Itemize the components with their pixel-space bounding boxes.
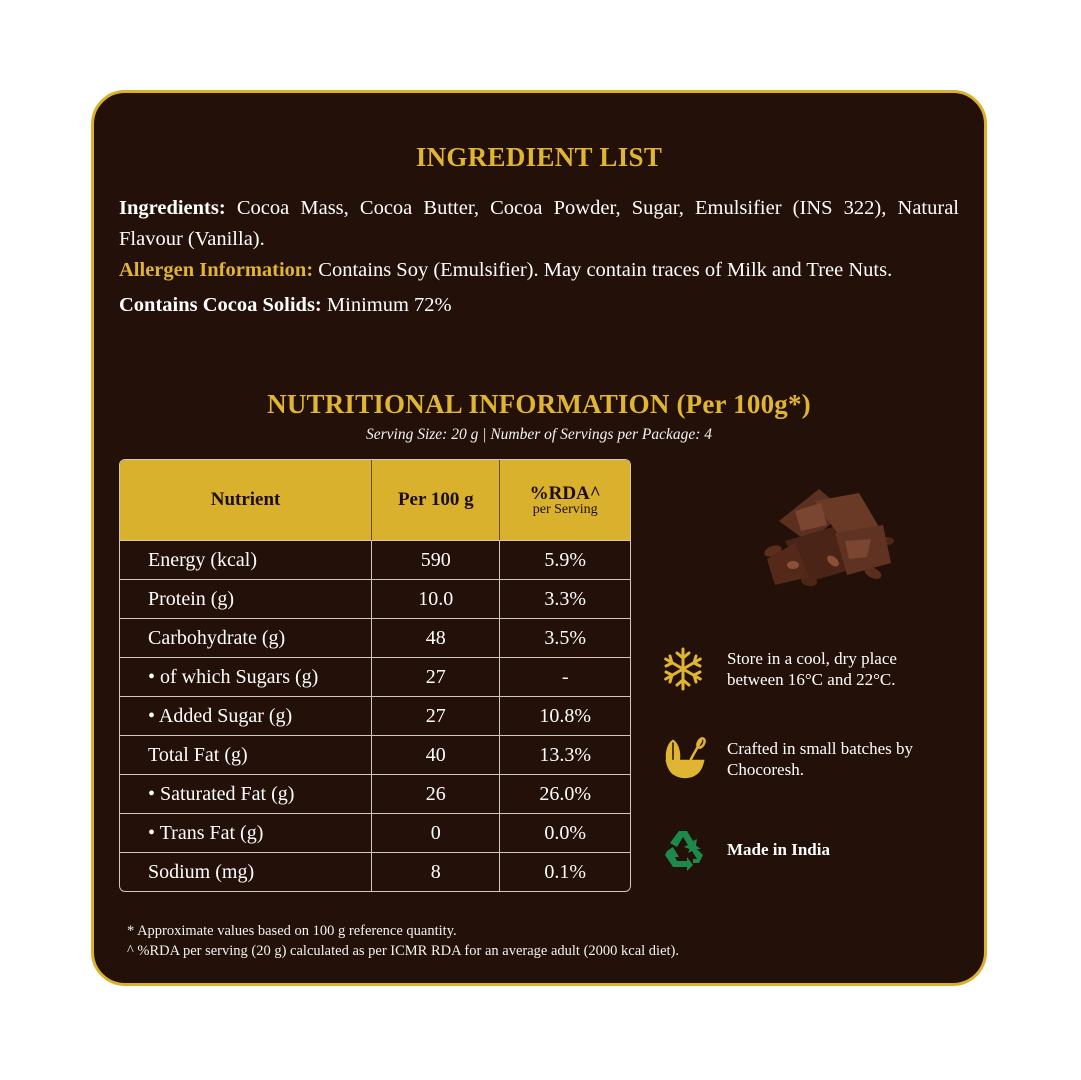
footnote-approx: * Approximate values based on 100 g reference quantity. xyxy=(127,923,457,939)
nutrient-cell: Protein (g) xyxy=(120,579,372,618)
ingredients-label: Ingredients: xyxy=(119,197,226,219)
serving-info: Serving Size: 20 g | Number of Servings per Package: 4 xyxy=(365,426,713,443)
per100-cell: 27 xyxy=(372,657,500,696)
snowflake-icon xyxy=(659,645,707,693)
rda-cell: 0.1% xyxy=(500,852,630,891)
cocoa-solids-paragraph xyxy=(119,290,959,321)
table-row xyxy=(120,540,630,579)
nutrition-table xyxy=(119,459,631,892)
nutrient-cell: • Trans Fat (g) xyxy=(120,813,372,852)
nutrient-cell: • Saturated Fat (g) xyxy=(120,774,372,813)
rda-cell: 13.3% xyxy=(500,735,630,774)
nutrient-cell: Sodium (mg) xyxy=(120,852,372,891)
cocoa-solids-text: Minimum 72% xyxy=(326,294,452,316)
rda-cell: 26.0% xyxy=(500,774,630,813)
ingredients-block xyxy=(119,193,959,321)
feature-storage xyxy=(659,645,942,693)
footnotes xyxy=(127,921,679,961)
rda-cell: 10.8% xyxy=(500,696,630,735)
rda-cell: 3.3% xyxy=(500,579,630,618)
header-nutrient: Nutrient xyxy=(120,460,372,540)
table-row xyxy=(120,579,630,618)
nutrient-cell: Energy (kcal) xyxy=(120,540,372,579)
storage-text: Store in a cool, dry place between 16°C and 22°C. xyxy=(727,649,897,689)
header-rda-label: %RDA^ xyxy=(529,483,601,504)
per100-cell: 8 xyxy=(372,852,500,891)
ingredient-list-title: INGREDIENT LIST xyxy=(415,142,663,172)
nutrient-cell: • Added Sugar (g) xyxy=(120,696,372,735)
table-header-row xyxy=(120,460,630,540)
cocoa-pod-whisk-icon xyxy=(659,735,707,783)
table-row xyxy=(120,852,630,891)
feature-origin xyxy=(659,825,830,873)
per100-cell: 590 xyxy=(372,540,500,579)
per100-cell: 26 xyxy=(372,774,500,813)
nutrient-cell: Total Fat (g) xyxy=(120,735,372,774)
nutrient-cell: Carbohydrate (g) xyxy=(120,618,372,657)
rda-cell: 5.9% xyxy=(500,540,630,579)
nutrition-card xyxy=(91,90,987,986)
cocoa-solids-label: Contains Cocoa Solids: xyxy=(119,294,322,316)
header-per-100g: Per 100 g xyxy=(372,460,500,540)
per100-cell: 48 xyxy=(372,618,500,657)
table-row xyxy=(120,696,630,735)
per100-cell: 40 xyxy=(372,735,500,774)
table-row xyxy=(120,735,630,774)
origin-text: Made in India xyxy=(727,839,830,859)
rda-cell: - xyxy=(500,657,630,696)
allergen-text: Contains Soy (Emulsifier). May contain traces of Milk and Tree Nuts. xyxy=(318,259,893,281)
table-row xyxy=(120,657,630,696)
allergen-paragraph xyxy=(119,255,959,286)
allergen-label: Allergen Information: xyxy=(119,259,314,281)
recycle-icon xyxy=(659,825,707,873)
footnote-rda: ^ %RDA per serving (20 g) calculated as per ICMR RDA for an average adult (2000 kcal diet). xyxy=(127,943,679,959)
header-rda xyxy=(500,460,630,540)
table-row xyxy=(120,774,630,813)
rda-cell: 3.5% xyxy=(500,618,630,657)
ingredients-text: Cocoa Mass, Cocoa Butter, Cocoa Powder, Sugar, Emulsifier (INS 322), Natural Flavour (Vanilla). xyxy=(119,197,960,250)
header-rda-sub: per Serving xyxy=(532,502,598,517)
per100-cell: 10.0 xyxy=(372,579,500,618)
feature-crafted xyxy=(659,735,942,783)
nutrition-title: NUTRITIONAL INFORMATION (Per 100g*) xyxy=(267,389,811,419)
crafted-text: Crafted in small batches by Chocoresh. xyxy=(727,739,914,779)
nutrient-cell: • of which Sugars (g) xyxy=(120,657,372,696)
per100-cell: 0 xyxy=(372,813,500,852)
table-row xyxy=(120,813,630,852)
rda-cell: 0.0% xyxy=(500,813,630,852)
chocolate-pieces-image xyxy=(749,481,899,601)
table-row xyxy=(120,618,630,657)
per100-cell: 27 xyxy=(372,696,500,735)
ingredients-paragraph xyxy=(119,193,959,255)
